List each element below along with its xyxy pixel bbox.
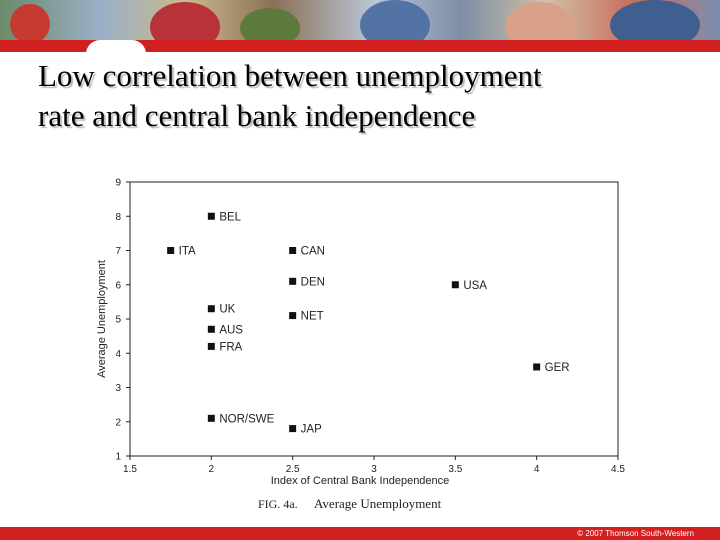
x-tick-label: 3.5 — [448, 464, 463, 475]
y-tick-label: 4 — [115, 348, 121, 360]
data-point-marker — [167, 247, 174, 254]
y-axis-label: Average Unemployment — [96, 260, 108, 378]
x-tick-label: 1.5 — [123, 464, 137, 475]
data-point-marker — [208, 415, 215, 422]
slide-title-line-2: rate and central bank independence — [38, 98, 476, 133]
copyright-notice: © 2007 Thomson South-Western — [577, 529, 694, 538]
x-tick-label: 3 — [371, 464, 377, 475]
data-point-label: BEL — [219, 211, 242, 224]
data-point-marker — [289, 425, 296, 432]
y-tick-label: 5 — [115, 314, 121, 326]
data-point-label: UK — [219, 303, 236, 316]
data-point-label: FRA — [219, 341, 243, 354]
x-tick-label: 2 — [208, 464, 215, 475]
y-tick-label: 2 — [115, 417, 121, 429]
data-point-label: ITA — [178, 245, 196, 258]
data-point-marker — [289, 247, 296, 254]
data-point-marker — [208, 305, 215, 312]
data-point-label: CAN — [300, 245, 325, 258]
figure-caption-prefix: FIG. 4a. — [258, 497, 298, 511]
plot-frame — [130, 182, 618, 456]
data-point-marker — [208, 326, 215, 333]
data-point-marker — [208, 343, 215, 350]
y-tick-label: 1 — [115, 451, 121, 463]
data-point-label: AUS — [219, 324, 243, 337]
y-tick-label: 7 — [115, 246, 121, 257]
data-point-label: USA — [463, 279, 487, 292]
x-tick-label: 2.5 — [285, 464, 300, 475]
data-point-marker — [208, 213, 215, 220]
y-tick-label: 6 — [115, 280, 121, 292]
x-axis-label: Index of Central Bank Independence — [270, 475, 450, 487]
data-point-marker — [533, 363, 540, 370]
x-tick-label: 4.5 — [611, 464, 625, 475]
data-point-label: NOR/SWE — [219, 413, 275, 426]
x-tick-label: 4 — [533, 464, 540, 475]
y-tick-label: 8 — [115, 211, 121, 223]
data-point-label: GER — [544, 361, 570, 374]
data-point-marker — [452, 281, 459, 288]
y-tick-label: 3 — [115, 383, 121, 394]
data-point-label: NET — [300, 310, 324, 323]
data-point-label: JAP — [300, 423, 322, 436]
x-axis — [123, 456, 625, 475]
data-point-marker — [289, 312, 296, 319]
y-tick-label: 9 — [115, 177, 121, 189]
data-points — [167, 211, 569, 435]
data-point-marker — [289, 278, 296, 285]
slide-title-line-1: Low correlation between unemployment — [38, 58, 542, 93]
data-point-label: DEN — [300, 276, 325, 289]
y-axis — [115, 178, 130, 463]
figure-caption: Average Unemployment — [314, 496, 442, 511]
